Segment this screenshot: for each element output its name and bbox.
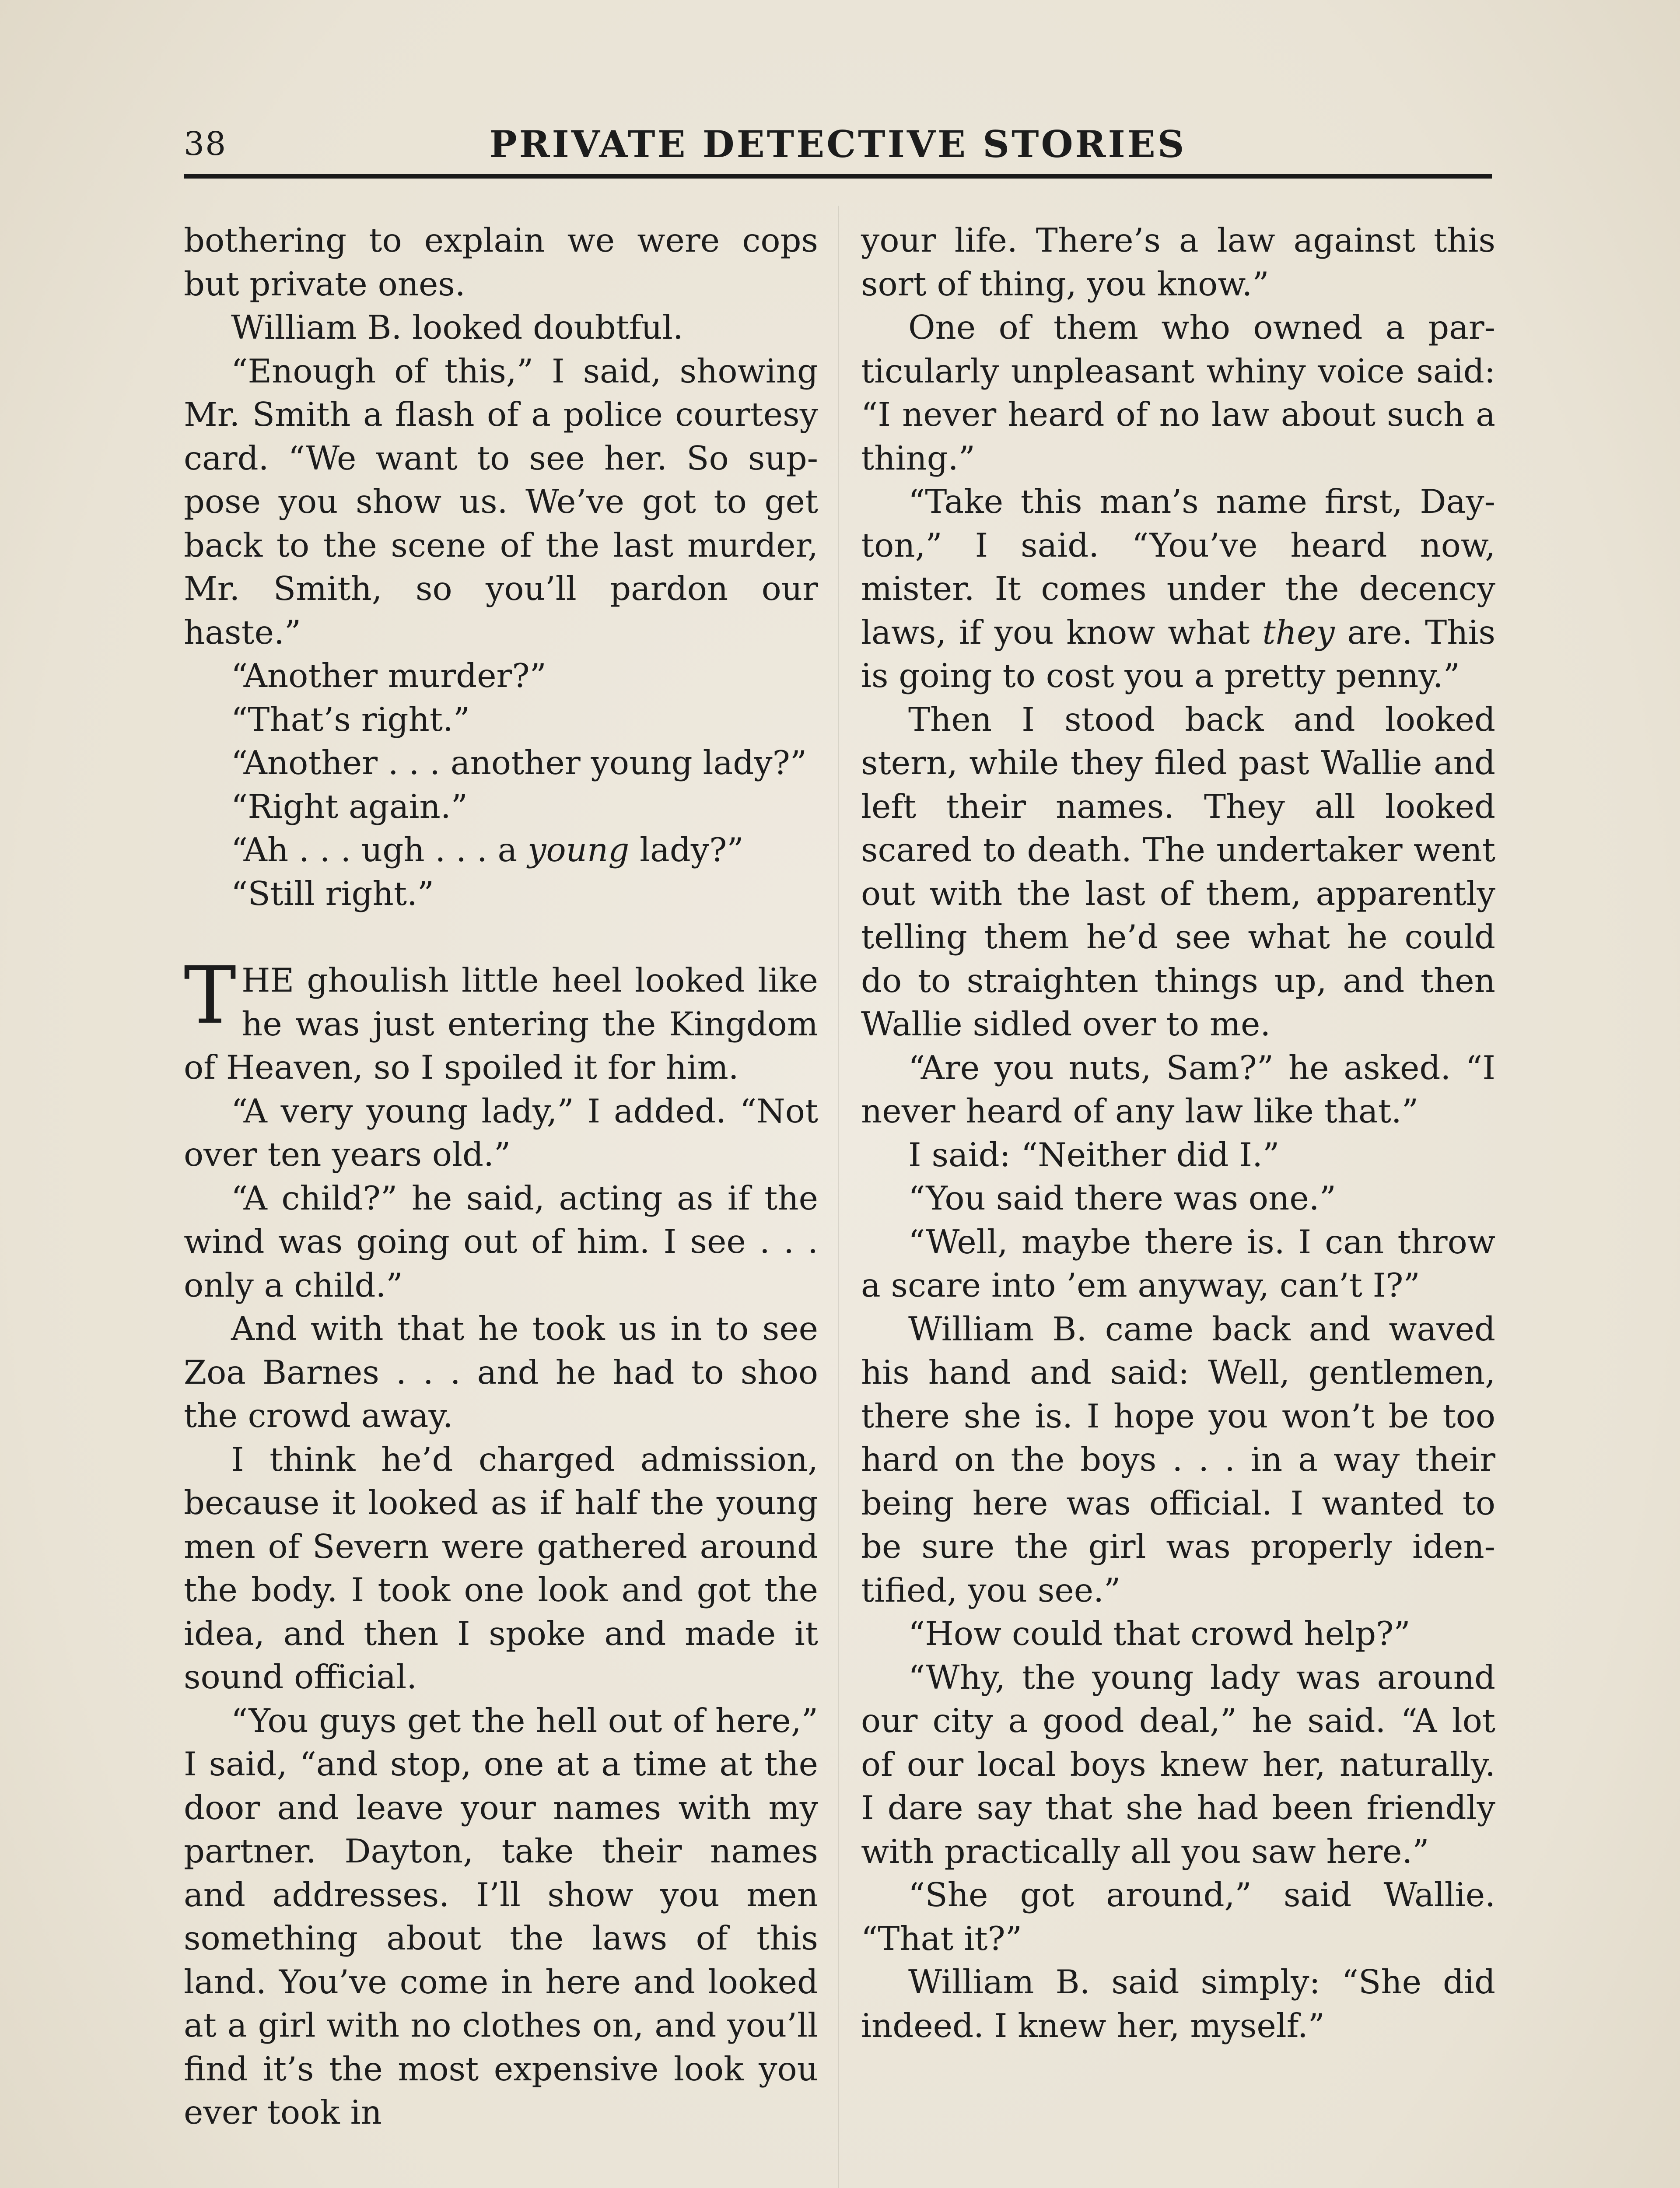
paragraph: your life. There’s a law against this sort of thing, you know.”: [861, 221, 1495, 303]
section-opening-paragraph: [184, 950, 818, 1090]
paragraph: William B. looked doubtful.: [231, 308, 683, 347]
column-divider: [838, 206, 839, 2188]
paragraph: William B. came back and waved his hand and said: Well, gentlemen, there she is. I hope you won’t be too hard on the boys . . . in a way their being here was official. I wanted to be sure the girl was properly identified, you see.”: [861, 1309, 1495, 1609]
paragraph: “Enough of this,” I said, showing Mr. Smith a flash of a police courtesy card. “We want to see her. So suppose you show us. We’ve got to get back to the scene of the last murder, Mr. Smith, so you’ll pardon our haste.”: [184, 351, 818, 652]
paragraph: “You said there was one.”: [908, 1179, 1336, 1217]
paragraph: And with that he took us in to see Zoa Barnes . . . and he had to shoo the crowd away.: [184, 1309, 818, 1435]
text-span: lady?”: [629, 831, 744, 869]
right-column: [861, 219, 1495, 2048]
paragraph: “Why, the young lady was around our city a good deal,” he said. “A lot of our local boys knew her, naturally. I dare say that she had been friendly with practically all you saw here.”: [861, 1658, 1495, 1871]
paragraph: “Are you nuts, Sam?” he asked. “I never heard of any law like that.”: [861, 1048, 1495, 1130]
paragraph: “Another . . . another young lady?”: [231, 743, 807, 782]
paragraph: “That’s right.”: [231, 700, 470, 739]
text-span: HE ghoulish little heel looked like he was just entering the Kingdom of Heaven, so I spoiled it for him.: [184, 961, 818, 1087]
paragraph: Then I stood back and looked stern, while they filed past Wallie and left their names. They all looked scared to death. The undertaker went out with the last of them, apparently telling them he’d see what he could do to straighten things up, and then Wallie sidled over to me.: [861, 700, 1495, 1043]
paragraph: bothering to explain we were cops but private ones.: [184, 221, 818, 303]
paragraph: One of them who owned a particularly unpleasant whiny voice said: “I never heard of no law about such a thing.”: [861, 308, 1495, 477]
paragraph: I said: “Neither did I.”: [908, 1135, 1280, 1174]
text-span: are. This is going to cost you a pretty penny.”: [861, 613, 1495, 695]
italic-text: they: [1262, 613, 1335, 652]
paragraph: I think he’d charged admission, because it looked as if half the young men of Severn were gathered around the body. I took one look and got the idea, and then I spoke and made it sound official.: [184, 1440, 818, 1696]
paragraph: “Well, maybe there is. I can throw a scare into ’em anyway, can’t I?”: [861, 1222, 1495, 1304]
page-number: 38: [184, 125, 227, 163]
paragraph: “Right again.”: [231, 787, 468, 826]
italic-text: young: [528, 831, 630, 869]
running-title: PRIVATE DETECTIVE STORIES: [489, 123, 1186, 166]
page-header: [184, 123, 1492, 175]
text-span: “Ah . . . ugh . . . a: [231, 831, 528, 869]
paragraph: [184, 828, 818, 872]
paragraph: “You guys get the hell out of here,” I said, “and stop, one at a time at the door and leave your names with my partner. Dayton, take their names and addresses. I’ll show you men something about the laws of this land. You’ve come in here and looked at a girl with no clothes on, and you’ll find it’s the most expensive look you ever took in: [184, 1701, 818, 2132]
text-span: “Take this man’s name first, Dayton,” I said. “You’ve heard now, mister. It comes under the decency laws, if you know what: [861, 482, 1495, 652]
paragraph: [861, 480, 1495, 698]
paragraph: “Still right.”: [231, 874, 434, 913]
paragraph: “How could that crowd help?”: [908, 1614, 1410, 1653]
header-rule: [184, 174, 1492, 179]
drop-cap: T: [184, 950, 237, 1041]
paragraph: “Another murder?”: [231, 656, 546, 695]
paragraph: William B. said simply: “She did indeed. I knew her, myself.”: [861, 1963, 1495, 2045]
paragraph: “A very young lady,” I added. “Not over ten years old.”: [184, 1091, 818, 1174]
left-column: [184, 219, 818, 2135]
paragraph: “A child?” he said, acting as if the wind was going out of him. I see . . . only a child.”: [184, 1178, 818, 1304]
paragraph: “She got around,” said Wallie. “That it?”: [861, 1876, 1495, 1958]
